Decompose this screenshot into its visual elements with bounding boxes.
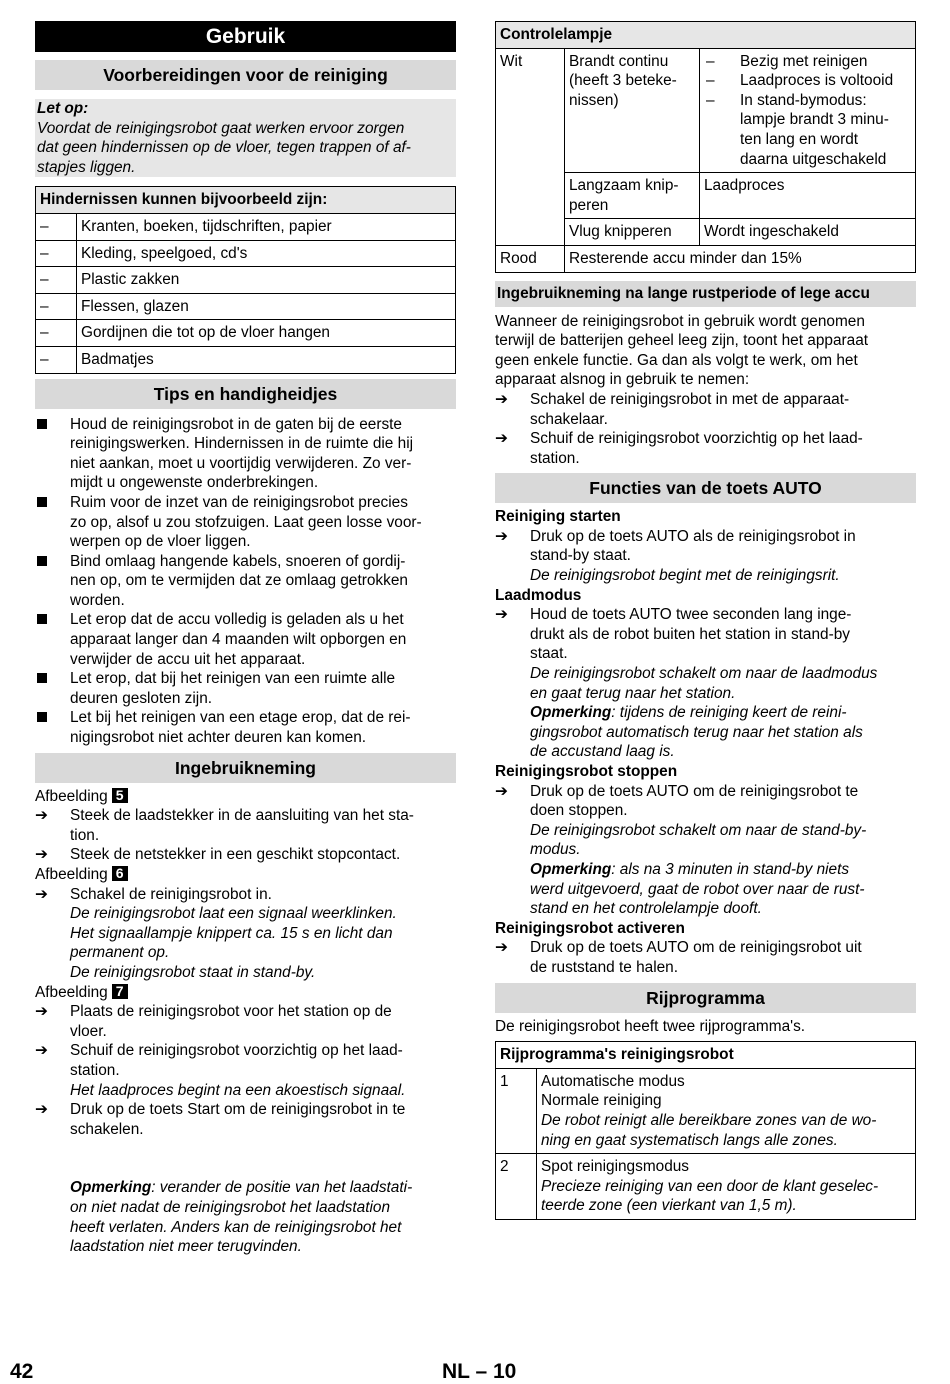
square-bullet-icon bbox=[37, 614, 47, 624]
program-number: 1 bbox=[496, 1068, 537, 1153]
meaning-detail: ten lang en wordt bbox=[740, 130, 859, 148]
program-subname: Normale reiniging bbox=[541, 1092, 662, 1110]
step-item bbox=[35, 806, 456, 845]
figure-label: Afbeelding bbox=[35, 866, 108, 883]
subheading-activate: Reinigingsrobot activeren bbox=[495, 919, 685, 937]
result-line: permanent op. bbox=[70, 944, 170, 962]
figure-reference-7 bbox=[35, 983, 456, 1003]
cell-line: Langzaam knip- bbox=[569, 177, 679, 195]
table-row bbox=[36, 213, 456, 240]
cell-line: Brandt continu bbox=[569, 52, 669, 70]
section-heading-restart: Ingebruikneming na lange rustperiode of lege accu bbox=[495, 281, 916, 307]
lamp-meaning-steady: – Bezig met reinigen – Laadproces is voltooid – In stand-bymodus: lampje brandt 3 minu- ten lang en wordt daarna uitgeschakeld bbox=[700, 48, 916, 173]
arrow-icon: ➔ bbox=[495, 782, 508, 800]
step-line: Steek de netstekker in een geschikt stopcontact. bbox=[70, 846, 401, 864]
arrow-icon: ➔ bbox=[495, 527, 508, 545]
tip-line: werpen op de vloer liggen. bbox=[70, 533, 251, 551]
tip-item bbox=[35, 708, 456, 747]
tip-line: Ruim voor de inzet van de reinigingsrobot precies bbox=[70, 493, 408, 511]
section-heading-drive-programs: Rijprogramma bbox=[495, 983, 916, 1013]
remark-label: Opmerking bbox=[530, 704, 612, 722]
remark-line: on niet nadat de reinigingsrobot het laadstation bbox=[70, 1198, 391, 1216]
step-line: vloer. bbox=[70, 1022, 107, 1040]
tip-line: zo op, alsof u zou stofzuigen. Laat geen losse voor- bbox=[70, 513, 422, 531]
remark-line: werd uitgevoerd, gaat de robot over naar de rust- bbox=[530, 880, 865, 898]
tip-line: mijdt u ongewenste onderbrekingen. bbox=[70, 474, 319, 492]
square-bullet-icon bbox=[37, 556, 47, 566]
step-line: Druk op de toets AUTO als de reinigingsrobot in bbox=[530, 527, 856, 545]
step-item bbox=[495, 390, 916, 429]
obstacles-table bbox=[35, 186, 456, 373]
section-heading-auto-functions: Functies van de toets AUTO bbox=[495, 473, 916, 503]
dash-cell: – bbox=[36, 346, 77, 373]
result-line: modus. bbox=[530, 841, 581, 859]
tip-item bbox=[35, 669, 456, 708]
step-line: Druk op de toets AUTO om de reinigingsrobot uit bbox=[530, 939, 862, 957]
lamp-state-slow bbox=[565, 173, 700, 219]
step-line: Plaats de reinigingsrobot voor het station op de bbox=[70, 1003, 392, 1021]
result-line: De reinigingsrobot laat een signaal weerklinken. bbox=[70, 905, 397, 923]
step-line: Schakel de reinigingsrobot in. bbox=[70, 885, 272, 903]
step-result bbox=[35, 904, 456, 982]
tip-line: reinigingswerken. Hindernissen in de ruimte die hij bbox=[70, 435, 414, 453]
program-description bbox=[537, 1154, 916, 1220]
obstacle-item: Plastic zakken bbox=[77, 267, 456, 294]
arrow-icon: ➔ bbox=[495, 606, 508, 624]
remark-line: : als na 3 minuten in stand-by niets bbox=[611, 860, 850, 878]
step-item bbox=[495, 605, 916, 664]
arrow-icon: ➔ bbox=[35, 846, 48, 864]
section-heading-tips: Tips en handigheidjes bbox=[35, 379, 456, 409]
step-line: schakelaar. bbox=[530, 410, 608, 428]
table-row bbox=[496, 48, 916, 173]
caution-line: Voordat de reinigingsrobot gaat werken ervoor zorgen bbox=[37, 119, 405, 137]
tip-line: worden. bbox=[70, 591, 125, 609]
paragraph-line: geen enkele functie. Ga dan als volgt te werk, om het bbox=[495, 351, 858, 369]
arrow-icon: ➔ bbox=[495, 390, 508, 408]
subheading-stop: Reinigingsrobot stoppen bbox=[495, 763, 678, 780]
caution-line: stapjes liggen. bbox=[37, 158, 136, 176]
arrow-icon: ➔ bbox=[495, 939, 508, 957]
arrow-icon: ➔ bbox=[35, 1003, 48, 1021]
remark-line: gingsrobot automatisch terug naar het station als bbox=[530, 723, 863, 741]
step-result bbox=[495, 664, 916, 762]
remark-line: : verander de positie van het laadstati- bbox=[151, 1179, 413, 1197]
step-item bbox=[495, 782, 916, 821]
caution-line: dat geen hindernissen op de vloer, tegen trappen of af- bbox=[37, 139, 411, 157]
remark-line: stand en het controlelampje dooft. bbox=[530, 900, 762, 918]
remark-line: laadstation niet meer terugvinden. bbox=[70, 1238, 302, 1256]
meaning-item: Laadproces is voltooid bbox=[740, 72, 894, 90]
subheading-charge-mode: Laadmodus bbox=[495, 586, 582, 604]
caution-label: Let op: bbox=[37, 100, 89, 117]
step-line: Schuif de reinigingsrobot voorzichtig op het laad- bbox=[530, 430, 863, 448]
square-bullet-icon bbox=[37, 712, 47, 722]
drive-intro: De reinigingsrobot heeft twee rijprogramma's. bbox=[495, 1017, 806, 1035]
program-name: Spot reinigingsmodus bbox=[541, 1158, 690, 1176]
remark-line: de accustand laag is. bbox=[530, 743, 675, 761]
cell-line: nissen) bbox=[569, 91, 619, 109]
square-bullet-icon bbox=[37, 419, 47, 429]
program-name: Automatische modus bbox=[541, 1072, 685, 1090]
left-column bbox=[35, 21, 456, 1257]
lamp-state-steady bbox=[565, 48, 700, 173]
step-result: Het laadproces begint na een akoestisch signaal. bbox=[70, 1081, 406, 1099]
tip-item bbox=[35, 415, 456, 493]
tip-line: Houd de reinigingsrobot in de gaten bij de eerste bbox=[70, 415, 402, 433]
meaning-item: Bezig met reinigen bbox=[740, 52, 868, 70]
square-bullet-icon bbox=[37, 497, 47, 507]
table-row bbox=[36, 346, 456, 373]
obstacle-item: Gordijnen die tot op de vloer hangen bbox=[77, 320, 456, 347]
program-detail: teerde zone (een vierkant van 1,5 m). bbox=[541, 1197, 797, 1215]
step-item bbox=[495, 429, 916, 468]
table-row bbox=[36, 267, 456, 294]
step-line: Druk op de toets Start om de reinigingsrobot in te bbox=[70, 1101, 406, 1119]
result-line: Het signaallampje knippert ca. 15 s en licht dan bbox=[70, 924, 393, 942]
tip-line: apparaat langer dan 4 maanden wilt opborgen en bbox=[70, 631, 407, 649]
table-row bbox=[496, 245, 916, 272]
program-number: 2 bbox=[496, 1154, 537, 1220]
lamp-meaning-slow: Laadproces bbox=[700, 173, 916, 219]
figure-number-badge: 7 bbox=[112, 984, 128, 999]
tip-line: Bind omlaag hangende kabels, snoeren of gordij- bbox=[70, 552, 406, 570]
program-detail: ning en gaat systematisch langs alle zones. bbox=[541, 1131, 838, 1149]
drive-table-header: Rijprogramma's reinigingsrobot bbox=[496, 1042, 916, 1069]
step-item bbox=[35, 1041, 456, 1080]
step-line: drukt als de robot buiten het station in stand-by bbox=[530, 625, 850, 643]
dash-cell: – bbox=[36, 213, 77, 240]
step-line: tion. bbox=[70, 826, 100, 844]
square-bullet-icon bbox=[37, 673, 47, 683]
figure-label: Afbeelding bbox=[35, 787, 108, 805]
step-line: Schakel de reinigingsrobot in met de apparaat- bbox=[530, 390, 850, 408]
dash-cell: – bbox=[36, 267, 77, 294]
step-result: De reinigingsrobot begint met de reinigingsrit. bbox=[530, 567, 840, 585]
step-line: doen stoppen. bbox=[530, 802, 628, 820]
tip-line: nigingsrobot niet achter deuren kan komen. bbox=[70, 729, 367, 747]
caution-note bbox=[35, 99, 456, 177]
step-line: stand-by staat. bbox=[530, 547, 631, 565]
page-code: NL – 10 bbox=[442, 1360, 517, 1383]
remark-line: heeft verlaten. Anders kan de reinigingsrobot het bbox=[70, 1218, 402, 1236]
step-line: station. bbox=[70, 1061, 120, 1079]
startup-remark bbox=[35, 1178, 456, 1256]
meaning-detail: lampje brandt 3 minu- bbox=[740, 111, 889, 129]
obstacle-item: Kleding, speelgoed, cd's bbox=[77, 240, 456, 267]
table-row bbox=[496, 1068, 916, 1153]
lamp-color-red: Rood bbox=[496, 245, 565, 272]
tip-line: Let erop, dat bij het reinigen van een ruimte alle bbox=[70, 670, 396, 688]
program-detail: De robot reinigt alle bereikbare zones van de wo- bbox=[541, 1111, 877, 1129]
program-detail: Precieze reiniging van een door de klant geselec- bbox=[541, 1177, 879, 1195]
step-item bbox=[495, 938, 916, 977]
page-number: 42 bbox=[10, 1360, 34, 1383]
step-line: staat. bbox=[530, 645, 568, 663]
arrow-icon: ➔ bbox=[35, 1101, 48, 1119]
right-column bbox=[495, 21, 916, 1220]
dash-cell: – bbox=[36, 320, 77, 347]
lamp-state-fast: Vlug knipperen bbox=[565, 219, 700, 246]
indicator-lamp-table bbox=[495, 21, 916, 273]
lamp-meaning-fast: Wordt ingeschakeld bbox=[700, 219, 916, 246]
figure-reference-6 bbox=[35, 865, 456, 885]
result-line: De reinigingsrobot schakelt om naar de stand-by- bbox=[530, 821, 867, 839]
tip-line: deuren gesloten zijn. bbox=[70, 689, 213, 707]
paragraph-line: terwijl de batterijen geheel leeg zijn, toont het apparaat bbox=[495, 332, 869, 350]
tip-line: Let erop dat de accu volledig is geladen als u het bbox=[70, 611, 404, 629]
figure-label: Afbeelding bbox=[35, 983, 108, 1001]
restart-paragraph bbox=[495, 312, 916, 390]
step-line: Schuif de reinigingsrobot voorzichtig op het laad- bbox=[70, 1042, 403, 1060]
step-result bbox=[495, 821, 916, 919]
tip-line: verwijder de accu uit het apparaat. bbox=[70, 650, 306, 668]
dash-cell: – bbox=[36, 293, 77, 320]
step-item bbox=[35, 1100, 456, 1139]
step-line: de ruststand te halen. bbox=[530, 958, 679, 976]
obstacle-item: Badmatjes bbox=[77, 346, 456, 373]
step-item bbox=[35, 845, 456, 865]
step-line: Steek de laadstekker in de aansluiting van het sta- bbox=[70, 807, 414, 825]
tip-item bbox=[35, 493, 456, 552]
remark-line: : tijdens de reiniging keert de reini- bbox=[611, 704, 847, 722]
figure-number-badge: 5 bbox=[112, 788, 128, 803]
tip-line: Let bij het reinigen van een etage erop, dat de rei- bbox=[70, 709, 411, 727]
remark-label: Opmerking bbox=[70, 1179, 152, 1197]
tip-line: nen op, om te vermijden dat ze omlaag getrokken bbox=[70, 572, 408, 590]
dash-cell: – bbox=[36, 240, 77, 267]
step-item bbox=[35, 885, 456, 905]
step-line: station. bbox=[530, 449, 580, 467]
lamp-color-white: Wit bbox=[496, 48, 565, 245]
paragraph-line: Wanneer de reinigingsrobot in gebruik wordt genomen bbox=[495, 312, 865, 330]
figure-number-badge: 6 bbox=[112, 866, 128, 881]
cell-line: peren bbox=[569, 196, 609, 214]
meaning-detail: daarna uitgeschakeld bbox=[740, 150, 887, 168]
arrow-icon: ➔ bbox=[35, 807, 48, 825]
step-item bbox=[495, 527, 916, 566]
table-row bbox=[36, 293, 456, 320]
meaning-item: In stand-bymodus: bbox=[740, 91, 867, 109]
step-line: Houd de toets AUTO twee seconden lang inge- bbox=[530, 606, 852, 624]
table-row bbox=[36, 320, 456, 347]
result-line: en gaat terug naar het station. bbox=[530, 684, 736, 702]
obstacle-item: Flessen, glazen bbox=[77, 293, 456, 320]
table-row bbox=[36, 240, 456, 267]
tip-item bbox=[35, 610, 456, 669]
tip-item bbox=[35, 552, 456, 611]
section-heading-preparation: Voorbereidingen voor de reiniging bbox=[35, 60, 456, 90]
result-line: De reinigingsrobot schakelt om naar de laadmodus bbox=[530, 665, 878, 683]
drive-program-table bbox=[495, 1041, 916, 1220]
cell-line: (heeft 3 beteke- bbox=[569, 72, 677, 90]
lamp-table-header: Controlelampje bbox=[496, 22, 916, 49]
obstacles-table-header: Hindernissen kunnen bijvoorbeeld zijn: bbox=[36, 187, 456, 214]
subheading-clean-start: Reiniging starten bbox=[495, 508, 621, 526]
arrow-icon: ➔ bbox=[35, 885, 48, 903]
figure-reference-5 bbox=[35, 787, 456, 807]
step-line: Druk op de toets AUTO om de reinigingsrobot te bbox=[530, 782, 859, 800]
tip-line: niet aankan, moet u voortijdig verwijderen. Zo ver- bbox=[70, 454, 412, 472]
step-line: schakelen. bbox=[70, 1120, 144, 1138]
program-description bbox=[537, 1068, 916, 1153]
table-row bbox=[496, 1154, 916, 1220]
lamp-meaning-red: Resterende accu minder dan 15% bbox=[565, 245, 916, 272]
paragraph-line: apparaat alsnog in gebruik te nemen: bbox=[495, 371, 750, 389]
section-heading-startup: Ingebruikneming bbox=[35, 753, 456, 783]
result-line: De reinigingsrobot staat in stand-by. bbox=[70, 963, 316, 981]
obstacle-item: Kranten, boeken, tijdschriften, papier bbox=[77, 213, 456, 240]
arrow-icon: ➔ bbox=[35, 1042, 48, 1060]
page-title: Gebruik bbox=[35, 21, 456, 52]
remark-label: Opmerking bbox=[530, 860, 612, 878]
arrow-icon: ➔ bbox=[495, 430, 508, 448]
step-item bbox=[35, 1002, 456, 1041]
